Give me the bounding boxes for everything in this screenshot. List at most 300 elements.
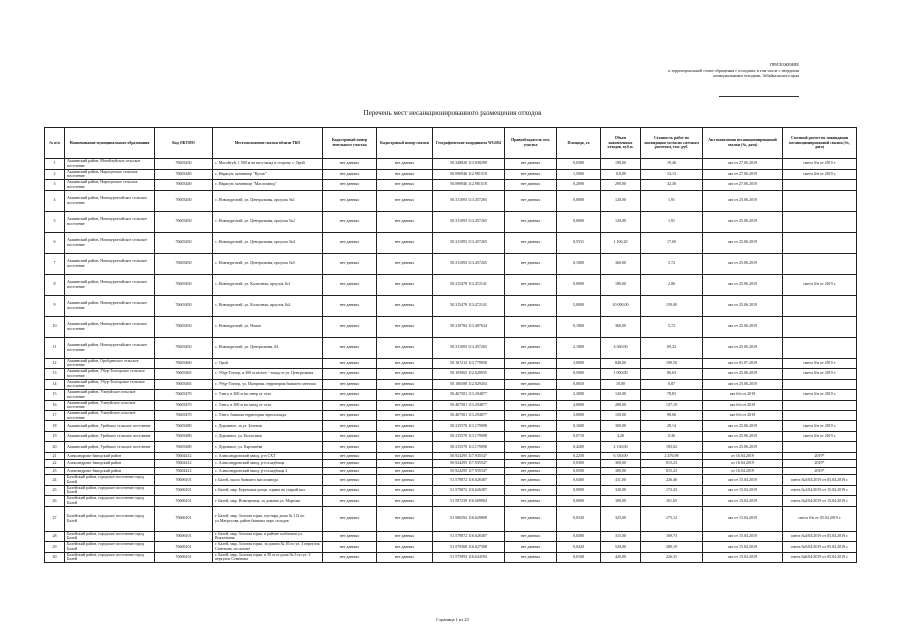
cell-geo: 50.467581 113.294877 [433,390,505,401]
cell-vol: 315,00 [601,531,641,542]
cell-oktmo: 76603480 [155,442,213,453]
cell-n: 24 [45,475,65,486]
cell-n: 4 [45,190,65,211]
cell-mo: Балейский район, городское поселение город Балей [65,542,155,553]
cell-vol: 190,00 [601,159,641,170]
cell-smeta: смета б/н от 2019 г. [783,159,857,170]
cell-mo: Акшинский район, Нарасунское сельское поселение [65,180,155,191]
cell-kz: нет данных [323,211,377,232]
cell-area: 3,0000 [557,358,601,369]
cell-smeta: смета б/н от 2019 г. [783,390,857,401]
cell-oktmo: 76603450 [155,316,213,337]
cell-oktmo: 76603480 [155,421,213,432]
cell-kz: нет данных [323,253,377,274]
cell-vol: 300,00 [601,467,641,475]
cell-n: 13 [45,369,65,380]
cell-kz: нет данных [323,485,377,496]
cell-area: 0,0380 [557,531,601,542]
cell-smeta: 2019* [783,452,857,460]
table-row [45,400,857,411]
appendix-line-2: коммунальными отходами, Забайкальского края [713,73,799,79]
cell-kz: нет данных [323,295,377,316]
cell-n: 17 [45,411,65,421]
cell-kz: нет данных [323,169,377,180]
cell-kz: нет данных [323,337,377,358]
cell-owner: нет данных [505,369,557,380]
column-header: Правообладатель зем. участка [505,128,557,159]
cell-oktmo: 76606101 [155,506,213,531]
cell-n: 21 [45,452,65,460]
cell-ks: нет данных [377,180,433,191]
cell-n: 14 [45,379,65,390]
table-row [45,552,857,563]
cell-ks: нет данных [377,506,433,531]
appendix-header [609,62,799,79]
cell-ks: нет данных [377,337,433,358]
appendix-heading: ПРИЛОЖЕНИЕ [769,62,799,67]
cell-mo: Акшинский район, Убур-Тохторское сельское поселение [65,379,155,390]
cell-vol: 150,00 [601,411,641,421]
cell-cost: 2,86 [641,274,703,295]
cell-cost: 169,73 [641,531,703,542]
table-row [45,358,857,369]
cell-area: 0,0650 [557,379,601,390]
cell-cost: 5,72 [641,316,703,337]
cell-act: от 16.04.2019 [703,460,783,468]
cell-loc: г. Балей, около бывшего маслозавода [213,475,323,486]
cell-geo: 50.311093 113.457265 [433,211,505,232]
cell-ks: нет данных [377,442,433,453]
table-header-row [45,128,857,159]
cell-oktmo: 76603440 [155,180,213,191]
cell-area: 0,1800 [557,316,601,337]
cell-ks: нет данных [377,542,433,553]
cell-mo: Акшинский район, Улятуйское сельское поселение [65,411,155,421]
cell-cost: 78,83 [641,390,703,401]
page-footer: Страница 1 из 23 [436,617,469,622]
cell-area: 3,0000 [557,411,601,421]
cell-loc: с. Дорожное, за ул. Зеленая [213,421,323,432]
cell-act: акт от 25.06.2019 [703,211,783,232]
cell-geo: 51.579872 116.626387 [433,475,505,486]
cell-owner: нет данных [505,295,557,316]
cell-loc: с. Александровский завод, р-н кладбища 2 [213,467,323,475]
cell-loc: с. Новокургатай, ул. Колхозная, проулок №2 [213,295,323,316]
cell-kz: нет данных [323,460,377,468]
cell-mo: Балейский район, городское поселение город Балей [65,552,155,563]
cell-owner: нет данных [505,552,557,563]
cell-n: 22 [45,460,65,468]
cell-loc: с. Новокургатай, ул. Центральная, проулок №1 [213,190,323,211]
cell-oktmo: 76603470 [155,411,213,421]
cell-act: акт от 15.04.2019 [703,506,783,531]
cell-smeta: смета №6/04/2019 от 05.04.2019 г. [783,552,857,563]
cell-act: акт от 25.06.2019 [703,379,783,390]
cell-oktmo: 76603470 [155,390,213,401]
table-body [45,159,857,563]
cell-n: 26 [45,496,65,507]
cell-owner: нет данных [505,169,557,180]
table-row [45,421,857,432]
cell-oktmo: 76603430 [155,159,213,170]
column-header: Наименование муниципального образования [65,128,155,159]
cell-geo: 50.315570 113.179098 [433,442,505,453]
cell-area: 0,2250 [557,452,601,460]
cell-owner: нет данных [505,180,557,191]
cell-act: акт от 15.04.2019 [703,531,783,542]
cell-cost: 226,46 [641,475,703,486]
cell-smeta [783,180,857,191]
appendix-line-1: к территориальной схеме обращения с отходами, в том числе с твердыми [668,67,799,73]
cell-oktmo: 76606101 [155,475,213,486]
cell-area: 0,5000 [557,369,601,380]
cell-mo: Акшинский район, Урейское сельское поселение [65,421,155,432]
cell-ks: нет данных [377,552,433,563]
cell-oktmo: 76606101 [155,552,213,563]
cell-area: 0,0168 [557,552,601,563]
cell-loc: с. Тэнгэ, бывшая территория зерносклада [213,411,323,421]
cell-smeta [783,295,857,316]
cell-mo: Акшинский район, Новокургатайское сельское поселение [65,253,155,274]
table-row [45,180,857,191]
cell-area: 2,1800 [557,337,601,358]
cell-oktmo: 76606101 [155,542,213,553]
cell-area: 0,0400 [557,475,601,486]
table-row [45,211,857,232]
cell-ks: нет данных [377,475,433,486]
cell-loc: с. Новокургатай, ул. Новая [213,316,323,337]
cell-kz: нет данных [323,442,377,453]
column-header: Кадастровый номер свалки [377,128,433,159]
cell-cost: 137,19 [641,400,703,411]
cell-smeta [783,337,857,358]
cell-oktmo: 76603465 [155,369,213,380]
cell-smeta: смета б/н от 2019 г. [783,421,857,432]
cell-mo: Акшинский район, Новокургатайское сельское поселение [65,190,155,211]
cell-vol: 360,00 [601,316,641,337]
cell-kz: нет данных [323,542,377,553]
cell-vol: 1 000,00 [601,369,641,380]
cell-ks: нет данных [377,460,433,468]
cell-ks: нет данных [377,531,433,542]
column-header: Стоимость работ по ликвидации согласно сметным расчетам, тыс. руб. [641,128,703,159]
cell-owner: нет данных [505,442,557,453]
cell-geo: 50.348820 113.838299 [433,159,505,170]
cell-act: акт от 25.06.2019 [703,369,783,380]
cell-cost: 98,06 [641,411,703,421]
cell-area: 0,0320 [557,506,601,531]
cell-ks: нет данных [377,211,433,232]
column-header: Кадастровый номер земельного участка [323,128,377,159]
cell-cost: 28,14 [641,421,703,432]
cell-geo: 50.167212 113.779058 [433,358,505,369]
cell-geo: 50.924295 117.935547 [433,467,505,475]
cell-n: 7 [45,253,65,274]
cell-vol: 10,00 [601,379,641,390]
cell-vol: 280,00 [601,400,641,411]
cell-kz: нет данных [323,506,377,531]
cell-mo: Акшинский район, Урейское сельское поселение [65,442,155,453]
cell-vol: 1 106,20 [601,232,641,253]
cell-area: 5,0000 [557,295,601,316]
cell-owner: нет данных [505,506,557,531]
cell-geo: 51.586592 116.629808 [433,506,505,531]
cell-vol: 290,00 [601,180,641,191]
cell-cost: 172,43 [641,485,703,496]
table-row [45,274,857,295]
cell-mo: Акшинский район, Новокургатайское сельское поселение [65,211,155,232]
cell-cost: 175,12 [641,506,703,531]
cell-loc: с. Дорожное, ул. Колхозная [213,431,323,442]
cell-oktmo: 76604412 [155,452,213,460]
cell-oktmo: 76603450 [155,295,213,316]
cell-loc: г. Балей, мкр. Золотая горка, пустырь дома № 112 по ул.Матросова, район бывших пирс складов [213,506,323,531]
cell-geo: 51.575993 116.634594 [433,552,505,563]
cell-oktmo: 76603450 [155,337,213,358]
cell-owner: нет данных [505,421,557,432]
table-row [45,485,857,496]
table-row [45,232,857,253]
cell-owner: нет данных [505,542,557,553]
cell-ks: нет данных [377,369,433,380]
cell-mo: Акшинский район, Оробдинское сельское поселение [65,358,155,369]
cell-smeta: смета №3/04/2019 от 05.04.2019 г. [783,475,857,486]
cell-ks: нет данных [377,159,433,170]
table-row [45,431,857,442]
document-title: Перечень мест несанкционированного размещения отходов [363,109,542,117]
cell-loc: с. Новокургатай, ул. Центральная, 64 [213,337,323,358]
cell-area: 0,0420 [557,542,601,553]
cell-area: 0,0800 [557,190,601,211]
cell-smeta: смета б/н от 2019 г. [783,369,857,380]
cell-area: 0,0600 [557,496,601,507]
cell-geo: 50.311093 113.457265 [433,337,505,358]
dumps-table [44,127,857,563]
column-header: Акт выявления несанкционированной свалки (№, дата) [703,128,783,159]
cell-oktmo: 76603460 [155,358,213,369]
column-header: № п/п [45,128,65,159]
cell-n: 28 [45,531,65,542]
cell-vol: 120,00 [601,190,641,211]
table-row [45,337,857,358]
cell-vol: 320,00 [601,485,641,496]
cell-owner: нет данных [505,460,557,468]
cell-act: акт б/н от 2019 [703,411,783,421]
cell-owner: нет данных [505,337,557,358]
cell-n: 27 [45,506,65,531]
cell-geo: 50.315570 113.179098 [433,421,505,432]
cell-area: 4,0000 [557,400,601,411]
cell-smeta: смета №5/04/2019 от 05.04.2019 г. [783,542,857,553]
cell-vol: 180,00 [601,274,641,295]
table-row [45,190,857,211]
cell-kz: нет данных [323,452,377,460]
cell-smeta: смета №4/04/2019 от 05.04.2019 г. [783,531,857,542]
cell-cost: 1,91 [641,211,703,232]
cell-vol: 325,00 [601,506,641,531]
cell-vol: 840,00 [601,358,641,369]
cell-mo: Акшинский район, Новокургатайское сельское поселение [65,295,155,316]
cell-kz: нет данных [323,475,377,486]
cell-n: 3 [45,180,65,191]
cell-ks: нет данных [377,390,433,401]
cell-cost: 2 476,98 [641,452,703,460]
table-row [45,390,857,401]
cell-smeta [783,190,857,211]
cell-geo: 50.090946 112.981518 [433,169,505,180]
cell-loc: с. Александровский завод, р-н СХТ [213,452,323,460]
cell-owner: нет данных [505,411,557,421]
cell-loc: с. Тэнгэ, в 300 м на запад от села [213,400,323,411]
cell-smeta: смета б/н от 2019 г. [783,274,857,295]
cell-cost: 69,32 [641,337,703,358]
cell-mo: Акшинский район, Новокургатайское сельское поселение [65,337,155,358]
signature-line [719,96,799,97]
cell-geo: 50.467581 113.294877 [433,411,505,421]
cell-act: акт от 27.06.2019 [703,159,783,170]
cell-area: 0,5531 [557,232,601,253]
cell-oktmo: 76606101 [155,531,213,542]
cell-geo: 51.579872 116.626387 [433,485,505,496]
cell-ks: нет данных [377,253,433,274]
cell-mo: Балейский район, городское поселение город Балей [65,475,155,486]
cell-geo: 50.467581 113.294877 [433,400,505,411]
cell-ks: нет данных [377,452,433,460]
cell-vol: 10 000,00 [601,295,641,316]
cell-loc: с. Орой [213,358,323,369]
cell-cost: 32,30 [641,180,703,191]
cell-n: 19 [45,431,65,442]
column-header: Сметный расчет по ликвидации несанкционированной свалки (№, дата) [783,128,857,159]
cell-cost: 17,60 [641,232,703,253]
cell-owner: нет данных [505,496,557,507]
cell-geo: 51.597239 116.609804 [433,496,505,507]
cell-ks: нет данных [377,274,433,295]
cell-oktmo: 76603450 [155,190,213,211]
column-header: Местоположение свалки вблизи ТКО [213,128,323,159]
cell-mo: Акшинский район, Могойтуйское сельское поселение [65,159,155,170]
cell-kz: нет данных [323,180,377,191]
cell-ks: нет данных [377,358,433,369]
cell-owner: нет данных [505,400,557,411]
cell-kz: нет данных [323,531,377,542]
cell-owner: нет данных [505,452,557,460]
cell-act: акт от 15.04.2019 [703,485,783,496]
table-row [45,467,857,475]
cell-kz: нет данных [323,390,377,401]
cell-loc: с. Могойтуй, 1 500 м на юго-запад в сторону с. Орой [213,159,323,170]
cell-oktmo: 76603465 [155,379,213,390]
cell-act: от 16.04.2019 [703,467,783,475]
column-header: Площадь, га [557,128,601,159]
cell-cost: 161,65 [641,496,703,507]
cell-mo: Акшинский район, Улятуйское сельское поселение [65,400,155,411]
cell-mo: Акшинский район, Урейское сельское поселение [65,431,155,442]
cell-owner: нет данных [505,390,557,401]
cell-ks: нет данных [377,431,433,442]
cell-vol: 300,00 [601,421,641,432]
cell-geo: 50.924295 117.935547 [433,460,505,468]
cell-oktmo: 76603480 [155,431,213,442]
cell-cost: 0,87 [641,379,703,390]
cell-smeta [783,400,857,411]
cell-oktmo: 76603450 [155,274,213,295]
cell-vol: 120,00 [601,211,641,232]
cell-kz: нет данных [323,358,377,369]
cell-ks: нет данных [377,232,433,253]
cell-oktmo: 76604412 [155,467,213,475]
cell-loc: с. Тэнгэ, в 300 м на север от села [213,390,323,401]
cell-ks: нет данных [377,190,433,211]
cell-ks: нет данных [377,169,433,180]
cell-owner: нет данных [505,485,557,496]
cell-act: акт от 25.06.2019 [703,337,783,358]
cell-kz: нет данных [323,159,377,170]
cell-oktmo: 76603470 [155,400,213,411]
cell-act: акт от 27.06.2019 [703,169,783,180]
cell-geo: 50.090946 112.981518 [433,180,505,191]
cell-owner: нет данных [505,475,557,486]
cell-vol: 520,00 [601,542,641,553]
cell-ks: нет данных [377,467,433,475]
cell-smeta [783,316,857,337]
cell-ks: нет данных [377,400,433,411]
cell-n: 29 [45,542,65,553]
cell-kz: нет данных [323,467,377,475]
cell-smeta: смета б/н от 2019 г. [783,358,857,369]
cell-act: акт от 25.06.2019 [703,295,783,316]
cell-act: акт от 27.06.2019 [703,180,783,191]
cell-n: 8 [45,274,65,295]
cell-act: акт от 15.04.2019 [703,496,783,507]
cell-cost: 0,36 [641,431,703,442]
cell-vol: 4 360,00 [601,337,641,358]
cell-n: 16 [45,400,65,411]
cell-owner: нет данных [505,211,557,232]
cell-act: акт от 25.06.2019 [703,316,783,337]
cell-smeta: смета №1/04/2019 от 15.04.2019 г. [783,485,857,496]
cell-area: 0,0600 [557,211,601,232]
cell-area: 0,1800 [557,253,601,274]
cell-kz: нет данных [323,232,377,253]
cell-vol: 4,20 [601,431,641,442]
cell-area: 0,0500 [557,467,601,475]
cell-mo: Александрово-Заводский район [65,467,155,475]
cell-vol: 110,00 [601,169,641,180]
cell-cost: 19,46 [641,159,703,170]
cell-act: акт б/н от 2019 [703,390,783,401]
cell-loc: г. Балей, мкр. Золотая горка, в районе хозблоков ул. Вокзальная [213,531,323,542]
cell-area: 0,1600 [557,421,601,432]
cell-owner: нет данных [505,467,557,475]
cell-owner: нет данных [505,358,557,369]
cell-vol: 6 350,00 [601,452,641,460]
cell-loc: г. Балей, мкр. Золотая горка, за домом № 10 по ул. 3 переулок Семенова, на склоне [213,542,323,553]
cell-owner: нет данных [505,274,557,295]
cell-vol: 411,00 [601,475,641,486]
cell-geo: 50.315478 113.472141 [433,274,505,295]
column-header: Географические координаты WGS84 [433,128,505,159]
cell-smeta: смета №2/04/2019 от 15.04.2019 г. [783,496,857,507]
cell-smeta [783,232,857,253]
cell-owner: нет данных [505,159,557,170]
cell-smeta [783,411,857,421]
table-row [45,369,857,380]
cell-cost: 86,63 [641,369,703,380]
table-row [45,452,857,460]
table-row [45,253,857,274]
cell-geo: 50.310784 113.487634 [433,316,505,337]
